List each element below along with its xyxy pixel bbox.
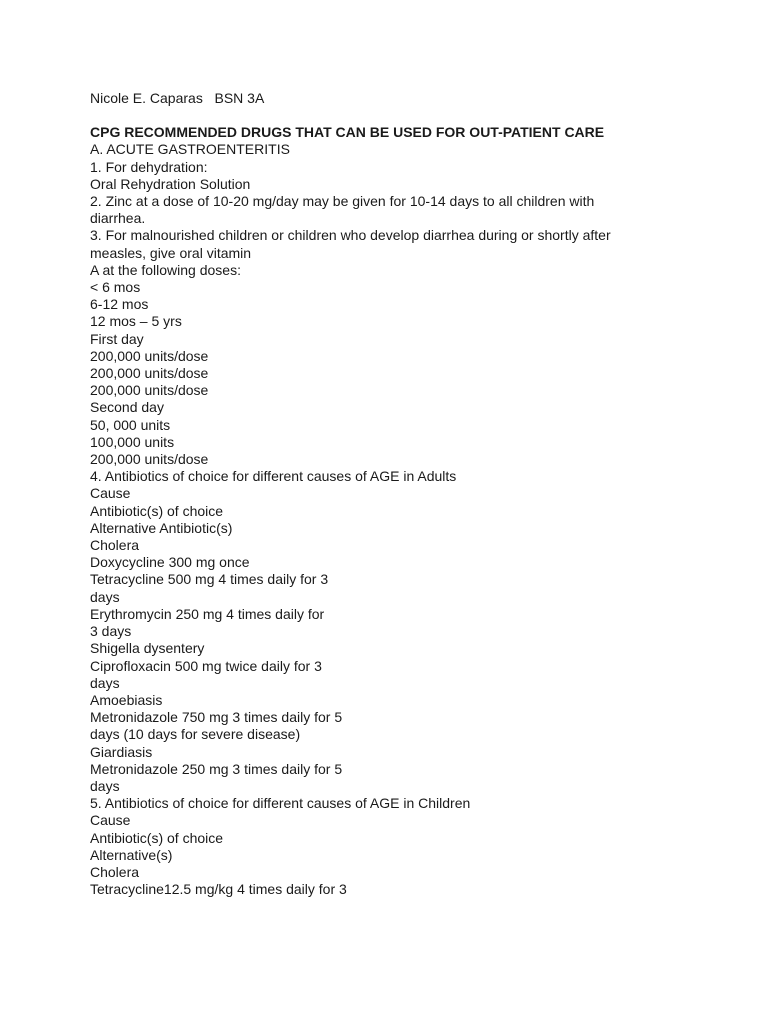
text-line: 6-12 mos	[90, 296, 149, 313]
text-line: < 6 mos	[90, 279, 141, 296]
text-line: 3. For malnourished children or children who develop diarrhea during or shortly after	[90, 227, 611, 244]
text-line: 2. Zinc at a dose of 10-20 mg/day may be given for 10-14 days to all children with	[90, 193, 595, 210]
text-line: 200,000 units/dose	[90, 382, 209, 399]
text-line: Metronidazole 750 mg 3 times daily for 5	[90, 709, 343, 726]
text-line: First day	[90, 330, 144, 347]
text-line: 5. Antibiotics of choice for different causes of AGE in Children	[90, 795, 471, 812]
text-line: Cholera	[90, 863, 140, 880]
text-line: days	[90, 674, 120, 691]
text-line: 4. Antibiotics of choice for different causes of AGE in Adults	[90, 468, 457, 485]
text-line: Alternative(s)	[90, 846, 173, 863]
text-line: 12 mos – 5 yrs	[90, 313, 182, 330]
text-line: 1. For dehydration:	[90, 158, 208, 175]
text-line: measles, give oral vitamin	[90, 244, 252, 261]
text-line: Metronidazole 250 mg 3 times daily for 5	[90, 760, 343, 777]
text-line: 50, 000 units	[90, 416, 171, 433]
text-line: Tetracycline 500 mg 4 times daily for 3	[90, 571, 329, 588]
text-line: days (10 days for severe disease)	[90, 726, 301, 743]
author-line: Nicole E. Caparas BSN 3A	[90, 90, 265, 106]
text-line: 200,000 units/dose	[90, 347, 209, 364]
document-page	[90, 90, 730, 898]
text-line: Antibiotic(s) of choice	[90, 829, 224, 846]
text-line: Doxycycline 300 mg once	[90, 554, 250, 571]
document-title: CPG RECOMMENDED DRUGS THAT CAN BE USED FOR OUT-PATIENT CARE	[90, 124, 605, 141]
text-line: Antibiotic(s) of choice	[90, 502, 224, 519]
text-line: diarrhea.	[90, 210, 146, 227]
text-line: Oral Rehydration Solution	[90, 175, 251, 192]
text-line: Giardiasis	[90, 743, 153, 760]
text-line: days	[90, 588, 120, 605]
text-line: Amoebiasis	[90, 691, 163, 708]
text-line: Tetracycline12.5 mg/kg 4 times daily for 3	[90, 881, 347, 898]
text-line: 200,000 units/dose	[90, 365, 209, 382]
text-line: 3 days	[90, 623, 132, 640]
text-line: Erythromycin 250 mg 4 times daily for	[90, 605, 325, 622]
text-line: Alternative Antibiotic(s)	[90, 519, 233, 536]
section-heading: A. ACUTE GASTROENTERITIS	[90, 141, 290, 158]
text-line: 100,000 units	[90, 433, 175, 450]
text-line: Cause	[90, 485, 131, 502]
text-line: A at the following doses:	[90, 261, 241, 278]
text-line: 200,000 units/dose	[90, 451, 209, 468]
text-line: days	[90, 777, 120, 794]
document-body	[90, 141, 730, 898]
text-line: Second day	[90, 399, 164, 416]
text-line: Ciprofloxacin 500 mg twice daily for 3	[90, 657, 322, 674]
text-line: Cause	[90, 812, 131, 829]
text-line: Shigella dysentery	[90, 640, 205, 657]
text-line: Cholera	[90, 537, 140, 554]
